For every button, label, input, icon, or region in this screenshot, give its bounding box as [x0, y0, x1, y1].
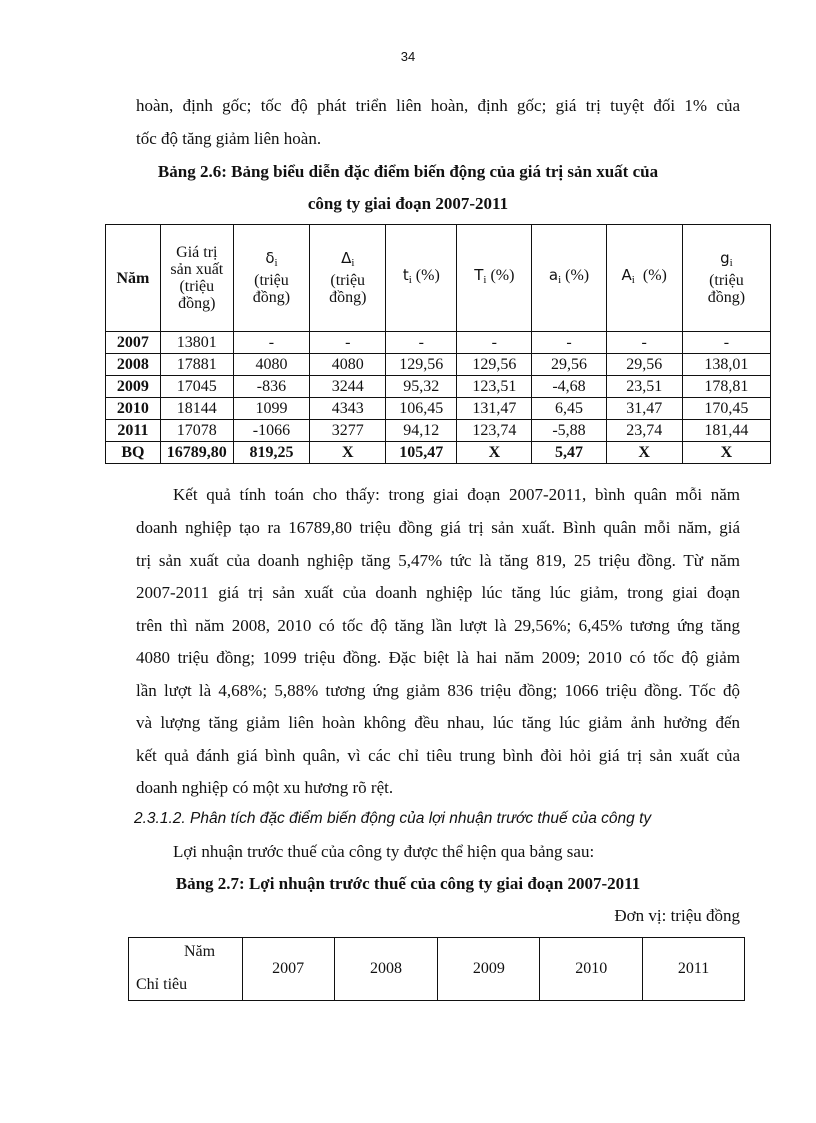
table27-year: 2007: [242, 938, 334, 1001]
table26-cell: X: [606, 442, 682, 464]
table26-row: [106, 332, 771, 354]
page-number: 34: [400, 49, 416, 64]
table27-corner-cell: Năm Chỉ tiêu: [129, 938, 243, 1001]
intro-line-1: hoàn, định gốc; tốc độ phát triển liên hoàn, định gốc; giá trị tuyệt đối 1% của: [136, 96, 740, 115]
table26-cell: -: [532, 332, 606, 354]
table27-year: 2010: [540, 938, 643, 1001]
table26-cell: 17881: [160, 354, 233, 376]
table26-cell: 178,81: [682, 376, 770, 398]
table-2-6: [105, 224, 771, 464]
table26-cell: 29,56: [606, 354, 682, 376]
table26-cell: 4343: [310, 398, 386, 420]
paragraph-line: Kết quả tính toán cho thấy: trong giai đoạn 2007-2011, bình quân mỗi năm: [173, 485, 740, 504]
table26-row: [106, 442, 771, 464]
table26-cell: 94,12: [386, 420, 457, 442]
table26-row: [106, 398, 771, 420]
table26-cell: 131,47: [457, 398, 532, 420]
table27-header-row: [129, 938, 745, 1001]
table26-year-cell: 2011: [106, 420, 161, 442]
paragraph-line: doanh nghiệp có một xu hương rõ rệt.: [136, 778, 394, 797]
paragraph-line: trị sản xuất của doanh nghiệp tăng 5,47% tức là tăng 819, 25 triệu đồng. Từ năm: [136, 551, 740, 570]
table26-cell: 4080: [233, 354, 309, 376]
table26-cell: 23,74: [606, 420, 682, 442]
table26-cell: 29,56: [532, 354, 606, 376]
table26-cell: 95,32: [386, 376, 457, 398]
table26-cell: 129,56: [386, 354, 457, 376]
section-intro: Lợi nhuận trước thuế của công ty được thể hiện qua bảng sau:: [173, 842, 595, 861]
table26-cell: -: [606, 332, 682, 354]
table27-year: 2011: [643, 938, 745, 1001]
table26-cell: 16789,80: [160, 442, 233, 464]
table26-cell: -836: [233, 376, 309, 398]
table26-cell: 123,74: [457, 420, 532, 442]
header-a-small: $a_i$ (%): [532, 225, 606, 332]
table26-cell: 181,44: [682, 420, 770, 442]
paragraph-line: trên thì năm 2008, 2010 có tốc độ tăng lần lượt là 29,56%; 6,45% tương ứng tăng: [136, 616, 740, 635]
table27-unit: Đơn vị: triệu đồng: [614, 906, 740, 925]
table26-cell: -: [457, 332, 532, 354]
table26-cell: -: [682, 332, 770, 354]
table26-cell: 1099: [233, 398, 309, 420]
header-t-small: $t_i$ (%): [386, 225, 457, 332]
header-delta-small: $\delta_i$ (triệu đồng): [233, 225, 309, 332]
section-heading: 2.3.1.2. Phân tích đặc điểm biến động của lợi nhuận trước thuế của công ty: [134, 810, 652, 827]
table26-year-cell: 2009: [106, 376, 161, 398]
paragraph-line: và lượng tăng giảm liên hoàn không đều nhau, lúc tăng lúc giảm ảnh hưởng đến: [136, 713, 740, 732]
table26-cell: 17045: [160, 376, 233, 398]
table26-row: [106, 376, 771, 398]
table26-cell: -: [310, 332, 386, 354]
table26-year-cell: 2007: [106, 332, 161, 354]
table26-cell: 4080: [310, 354, 386, 376]
header-year: Năm: [106, 225, 161, 332]
paragraph-line: 2007-2011 giá trị sản xuất của doanh nghiệp lúc tăng lúc giảm, trong giai đoạn: [136, 583, 740, 602]
table-2-7: [128, 937, 745, 1001]
table26-cell: -5,88: [532, 420, 606, 442]
table26-cell: X: [310, 442, 386, 464]
table26-year-cell: 2010: [106, 398, 161, 420]
table26-cell: 13801: [160, 332, 233, 354]
table27-year: 2009: [438, 938, 540, 1001]
table27-year: 2008: [334, 938, 438, 1001]
table26-year-cell: BQ: [106, 442, 161, 464]
table26-cell: -: [233, 332, 309, 354]
header-delta-big: $\Delta_i$ (triệu đồng): [310, 225, 386, 332]
table26-cell: 17078: [160, 420, 233, 442]
table26-cell: 31,47: [606, 398, 682, 420]
table26-year-cell: 2008: [106, 354, 161, 376]
paragraph-line: doanh nghiệp tạo ra 16789,80 triệu đồng giá trị sản xuất. Bình quân mỗi năm, giá: [136, 518, 740, 537]
table26-cell: 170,45: [682, 398, 770, 420]
table26-cell: 23,51: [606, 376, 682, 398]
table26-title-line1: Bảng 2.6: Bảng biểu diễn đặc điểm biến động của giá trị sản xuất của: [157, 162, 659, 181]
table26-cell: 819,25: [233, 442, 309, 464]
header-t-big: $T_i$ (%): [457, 225, 532, 332]
table26-cell: 6,45: [532, 398, 606, 420]
paragraph-line: lần lượt là 4,68%; 5,88% tương ứng giảm 836 triệu đồng; 1066 triệu đồng. Tốc độ: [136, 681, 740, 700]
table26-cell: X: [457, 442, 532, 464]
table26-cell: 5,47: [532, 442, 606, 464]
intro-line-2: tốc độ tăng giảm liên hoàn.: [136, 129, 322, 148]
table26-cell: 3244: [310, 376, 386, 398]
table26-header-row: [106, 225, 771, 332]
table26-cell: 3277: [310, 420, 386, 442]
header-a-big: $A_i$ (%): [606, 225, 682, 332]
table26-cell: 138,01: [682, 354, 770, 376]
table26-row: [106, 420, 771, 442]
paragraph-line: 4080 triệu đồng; 1099 triệu đồng. Đặc biệt là hai năm 2009; 2010 có tốc độ giảm: [136, 648, 740, 667]
table26-cell: 123,51: [457, 376, 532, 398]
table26-cell: 106,45: [386, 398, 457, 420]
table26-cell: -1066: [233, 420, 309, 442]
paragraph-line: kết quả đánh giá bình quân, vì các chỉ tiêu trung bình đòi hỏi giá trị sản xuất của: [136, 746, 740, 765]
table27-title: Bảng 2.7: Lợi nhuận trước thuế của công ty giai đoạn 2007-2011: [175, 874, 641, 893]
table26-cell: 129,56: [457, 354, 532, 376]
table26-cell: X: [682, 442, 770, 464]
header-production-value: Giá trị sản xuất (triệu đồng): [160, 225, 233, 332]
table26-cell: -4,68: [532, 376, 606, 398]
table26-title-line2: công ty giai đoạn 2007-2011: [307, 194, 509, 213]
table26-cell: -: [386, 332, 457, 354]
table26-row: [106, 354, 771, 376]
header-g: $g_i$ (triệu đồng): [682, 225, 770, 332]
table26-cell: 18144: [160, 398, 233, 420]
table26-cell: 105,47: [386, 442, 457, 464]
